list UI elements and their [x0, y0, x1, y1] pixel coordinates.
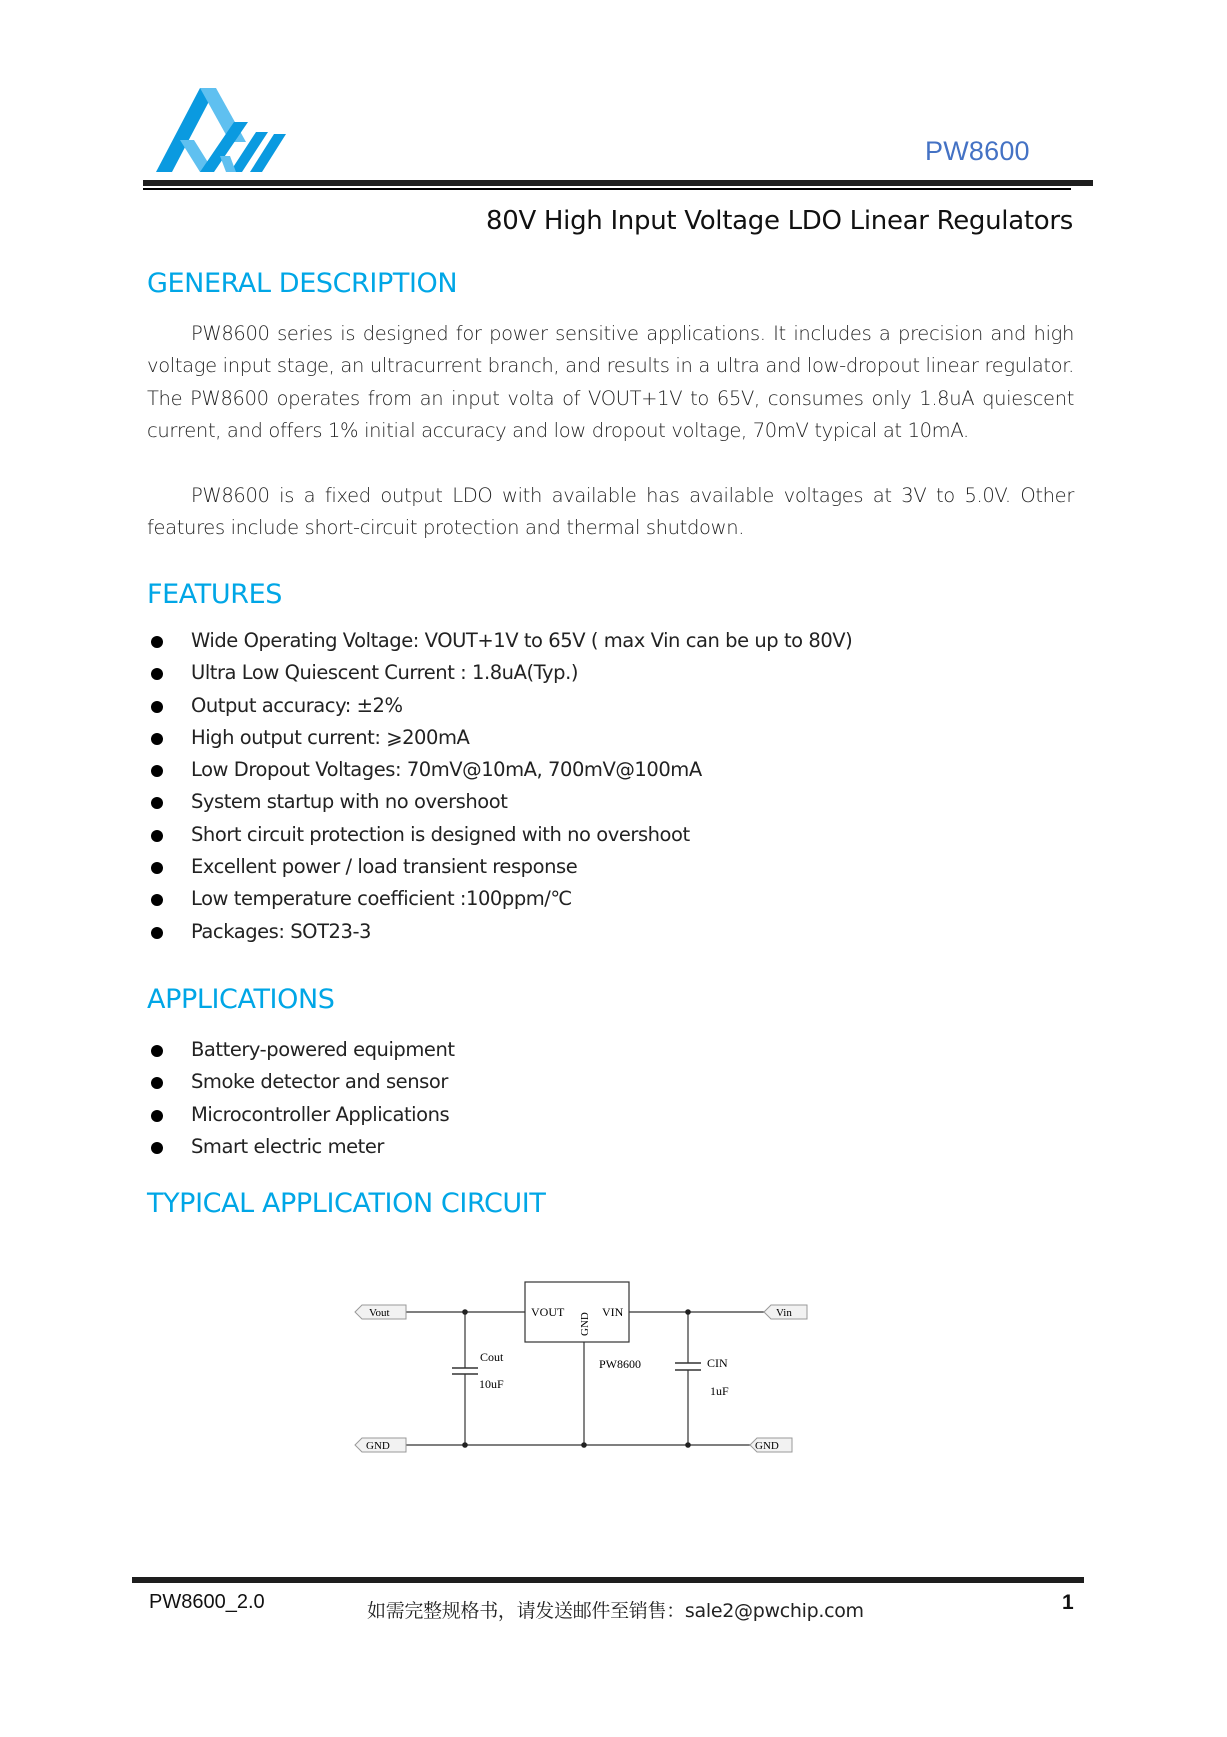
- feature-item: Low Dropout Voltages: 70mV@10mA, 700mV@100mA: [147, 754, 852, 786]
- bullet-icon: [151, 1142, 163, 1154]
- section-heading-typical-application-circuit: TYPICAL APPLICATION CIRCUIT: [147, 1188, 546, 1219]
- feature-item: Wide Operating Voltage: VOUT+1V to 65V ( max Vin can be up to 80V): [147, 625, 852, 657]
- page-number: 1: [1062, 1591, 1074, 1614]
- feature-item: Output accuracy: ±2%: [147, 690, 852, 722]
- ic-name-label: PW8600: [599, 1357, 641, 1371]
- description-paragraph-1: [147, 318, 1074, 448]
- document-id: PW8600: [925, 136, 1030, 166]
- bullet-icon: [151, 765, 163, 777]
- application-item: Smoke detector and sensor: [147, 1066, 455, 1098]
- header-rule-thick: [143, 180, 1093, 186]
- bullet-icon: [151, 668, 163, 680]
- bullet-icon: [151, 927, 163, 939]
- section-heading-features: FEATURES: [147, 579, 282, 610]
- description-paragraph-2: [147, 480, 1074, 545]
- pin-vin-label: VIN: [602, 1305, 624, 1319]
- header-rule-thin: [143, 188, 1071, 190]
- feature-item: Low temperature coefficient :100ppm/℃: [147, 883, 852, 915]
- footer-version: PW8600_2.0: [149, 1591, 265, 1613]
- feature-item: High output current: ⩾200mA: [147, 722, 852, 754]
- port-vout-label: Vout: [369, 1307, 390, 1319]
- bullet-icon: [151, 1110, 163, 1122]
- bullet-icon: [151, 1077, 163, 1089]
- footer-contact-note: 如需完整规格书，请发送邮件至销售：sale2@pwchip.com: [367, 1600, 864, 1622]
- feature-item: System startup with no overshoot: [147, 786, 852, 818]
- feature-item: Excellent power / load transient response: [147, 851, 852, 883]
- section-heading-applications: APPLICATIONS: [147, 984, 335, 1015]
- bullet-icon: [151, 636, 163, 648]
- application-circuit-diagram: [350, 1272, 830, 1472]
- applications-list: [147, 1034, 455, 1163]
- feature-item: Short circuit protection is designed with no overshoot: [147, 819, 852, 851]
- cin-value: 1uF: [710, 1384, 729, 1398]
- pw-logo-icon: [150, 84, 290, 176]
- feature-item: Packages: SOT23-3: [147, 916, 852, 948]
- description-paragraph-2-text: PW8600 is a fixed output LDO with available has available voltages at 3V to 5.0V. Other features include short-circuit protection and thermal shutdown.: [147, 484, 1074, 540]
- section-heading-general-description: GENERAL DESCRIPTION: [147, 268, 458, 299]
- bullet-icon: [151, 862, 163, 874]
- bullet-icon: [151, 701, 163, 713]
- bullet-icon: [151, 894, 163, 906]
- application-item: Microcontroller Applications: [147, 1099, 455, 1131]
- pin-gnd-label: GND: [579, 1312, 591, 1336]
- port-vin-label: Vin: [776, 1307, 792, 1319]
- features-list: [147, 625, 852, 948]
- application-item: Smart electric meter: [147, 1131, 455, 1163]
- description-paragraph-1-text: PW8600 series is designed for power sensitive applications. It includes a precision and high voltage input stage, an ultracurrent branch, and results in a ultra and low-dropout linear regulator. The PW8600 operates from an input volta of VOUT+1V to 65V, consumes only 1.8uA quiescent current, and offers 1% initial accuracy and low dropout voltage, 70mV typical at 10mA.: [147, 322, 1074, 443]
- bullet-icon: [151, 733, 163, 745]
- bullet-icon: [151, 830, 163, 842]
- footer-rule: [132, 1577, 1084, 1583]
- application-item: Battery-powered equipment: [147, 1034, 455, 1066]
- bullet-icon: [151, 797, 163, 809]
- document-title: 80V High Input Voltage LDO Linear Regulators: [485, 206, 1073, 236]
- pin-vout-label: VOUT: [531, 1305, 565, 1319]
- port-gnd-left-label: GND: [366, 1440, 390, 1452]
- cout-value: 10uF: [479, 1377, 504, 1391]
- bullet-icon: [151, 1045, 163, 1057]
- feature-item: Ultra Low Quiescent Current : 1.8uA(Typ.): [147, 657, 852, 689]
- cout-label: Cout: [480, 1350, 504, 1364]
- port-gnd-right-label: GND: [755, 1440, 779, 1452]
- cin-label: CIN: [707, 1356, 728, 1370]
